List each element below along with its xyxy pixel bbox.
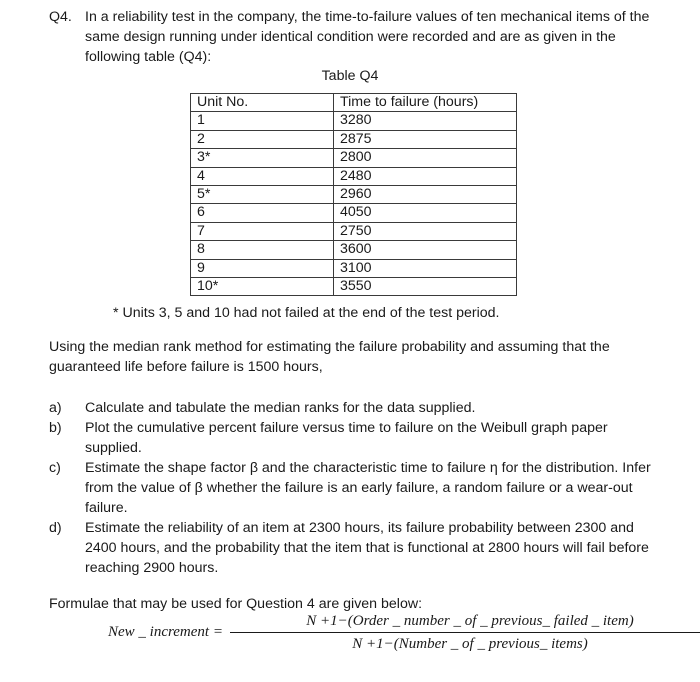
formula-numerator: N +1−(Order _ number _ of _ previous_ failed _ item) (306, 613, 634, 629)
table-footnote: * Units 3, 5 and 10 had not failed at the end of the test period. (113, 305, 500, 321)
table-row (191, 241, 517, 259)
table-row (191, 167, 517, 185)
time-cell: 3280 (334, 112, 517, 130)
table-row (191, 149, 517, 167)
intro-paragraph: Using the median rank method for estimating the failure probability and assuming that the guaranteed life before failure is 1500 hours, (49, 339, 610, 375)
time-cell: 2960 (334, 185, 517, 203)
fraction-bar (230, 632, 700, 633)
list-item-text: Calculate and tabulate the median ranks for the data supplied. (85, 400, 476, 416)
unit-cell: 3* (191, 149, 334, 167)
time-cell: 3600 (334, 241, 517, 259)
unit-cell: 10* (191, 277, 334, 295)
table-row (191, 222, 517, 240)
list-item-label: b) (49, 420, 62, 436)
list-item-label: d) (49, 520, 62, 536)
list-item-label: c) (49, 460, 61, 476)
formula-fraction (230, 612, 700, 653)
table-row (191, 277, 517, 295)
unit-cell: 1 (191, 112, 334, 130)
time-cell: 3550 (334, 277, 517, 295)
list-item-label: a) (49, 400, 62, 416)
unit-cell: 4 (191, 167, 334, 185)
time-cell: 2480 (334, 167, 517, 185)
unit-cell: 7 (191, 222, 334, 240)
table-row (191, 259, 517, 277)
table-row (191, 112, 517, 130)
table-caption: Table Q4 (321, 68, 379, 84)
table-row (191, 185, 517, 203)
list-item-text: Estimate the shape factor β and the characteristic time to failure η for the distribution. Infer from the value of β whether the failure is an early failure, a random failure or a wear-out failure. (85, 460, 651, 516)
question-text: In a reliability test in the company, the time-to-failure values of ten mechanical items of the same design running under identical condition were recorded and are as given in the following table (Q4): (85, 9, 650, 65)
table-row (191, 130, 517, 148)
column-header-unit: Unit No. (191, 94, 334, 112)
unit-cell: 2 (191, 130, 334, 148)
time-cell: 4050 (334, 204, 517, 222)
question-number: Q4. (49, 9, 72, 25)
list-item-text: Plot the cumulative percent failure versus time to failure on the Weibull graph paper supplied. (85, 420, 608, 456)
list-item-text: Estimate the reliability of an item at 2300 hours, its failure probability between 2300 and 2400 hours, and the probability that the item that is functional at 2800 hours will fail before reaching 2900 hours. (85, 520, 649, 576)
unit-cell: 9 (191, 259, 334, 277)
formula-lhs: New _ increment = (108, 624, 223, 640)
table-row (191, 204, 517, 222)
time-cell: 2800 (334, 149, 517, 167)
time-cell: 2750 (334, 222, 517, 240)
column-header-time: Time to failure (hours) (334, 94, 517, 112)
data-table (190, 93, 517, 296)
unit-cell: 5* (191, 185, 334, 203)
time-cell: 2875 (334, 130, 517, 148)
time-cell: 3100 (334, 259, 517, 277)
formula-denominator: N +1−(Number _ of _ previous_ items) (352, 636, 588, 652)
unit-cell: 6 (191, 204, 334, 222)
unit-cell: 8 (191, 241, 334, 259)
table-header-row (191, 94, 517, 112)
formulae-intro: Formulae that may be used for Question 4 are given below: (49, 596, 423, 612)
